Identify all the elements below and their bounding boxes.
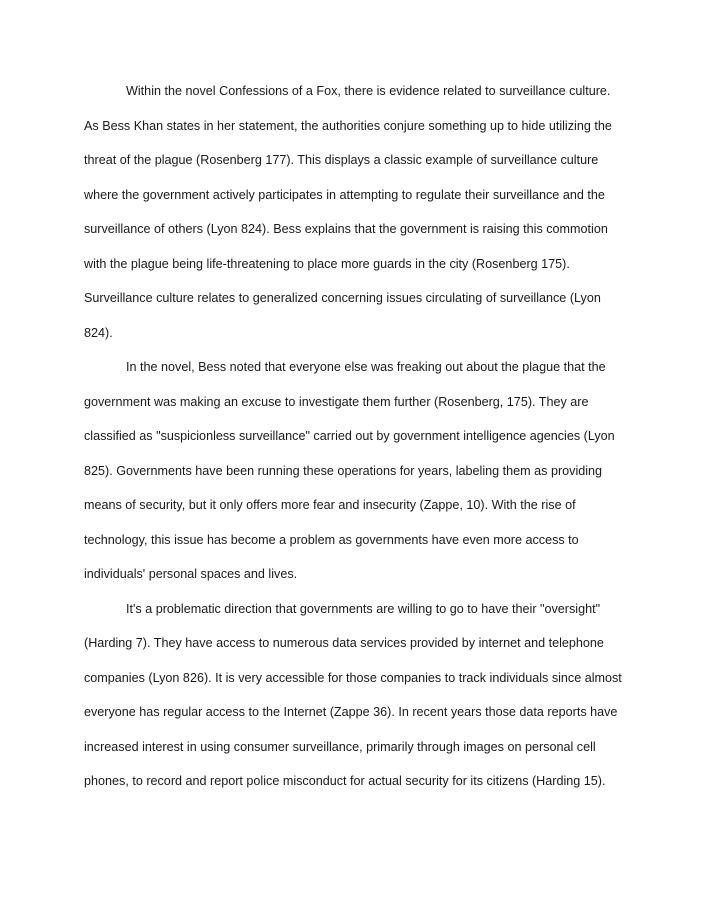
paragraph-2 <box>84 357 644 599</box>
paragraph-line: with the plague being life-threatening to place more guards in the city (Rosenberg 175). <box>84 256 570 271</box>
paragraph-line: classified as "suspicionless surveillance" carried out by government intelligence agencies (Lyon <box>84 429 615 443</box>
paragraph-line: threat of the plague (Rosenberg 177). This displays a classic example of surveillance culture <box>84 153 599 167</box>
paragraph-1 <box>84 81 644 357</box>
paragraph-line: companies (Lyon 826). It is very accessible for those companies to track individuals since almost <box>84 670 622 685</box>
paragraph-line: phones, to record and report police misconduct for actual security for its citizens (Harding 15). <box>84 774 606 788</box>
paragraph-line: 824). <box>84 325 113 340</box>
paragraph-3 <box>84 599 644 806</box>
paragraph-line: means of security, but it only offers more fear and insecurity (Zappe, 10). With the rise of <box>84 498 576 512</box>
document-body <box>84 81 644 806</box>
paragraph-line: everyone has regular access to the Internet (Zappe 36). In recent years those data reports have <box>84 705 618 719</box>
paragraph-line: It's a problematic direction that governments are willing to go to have their "oversight" <box>126 601 601 616</box>
paragraph-line: 825). Governments have been running these operations for years, labeling them as providing <box>84 463 603 478</box>
paragraph-line: technology, this issue has become a problem as governments have even more access to <box>84 532 579 547</box>
paragraph-line: increased interest in using consumer surveillance, primarily through images on personal cell <box>84 739 596 754</box>
paragraph-line: individuals' personal spaces and lives. <box>84 567 298 581</box>
paragraph-line: As Bess Khan states in her statement, the authorities conjure something up to hide utilizing the <box>84 118 612 133</box>
paragraph-line: Within the novel Confessions of a Fox, there is evidence related to surveillance culture. <box>126 84 611 98</box>
paragraph-line: (Harding 7). They have access to numerous data services provided by internet and telephone <box>84 636 604 650</box>
paragraph-line: surveillance of others (Lyon 824). Bess explains that the government is raising this commotion <box>84 222 608 236</box>
paragraph-line: government was making an excuse to investigate them further (Rosenberg, 175). They are <box>84 394 589 409</box>
paragraph-line: Surveillance culture relates to generalized concerning issues circulating of surveillance (Lyon <box>84 291 601 305</box>
paragraph-line: In the novel, Bess noted that everyone else was freaking out about the plague that the <box>126 360 606 374</box>
paragraph-line: where the government actively participates in attempting to regulate their surveillance and the <box>84 187 605 202</box>
